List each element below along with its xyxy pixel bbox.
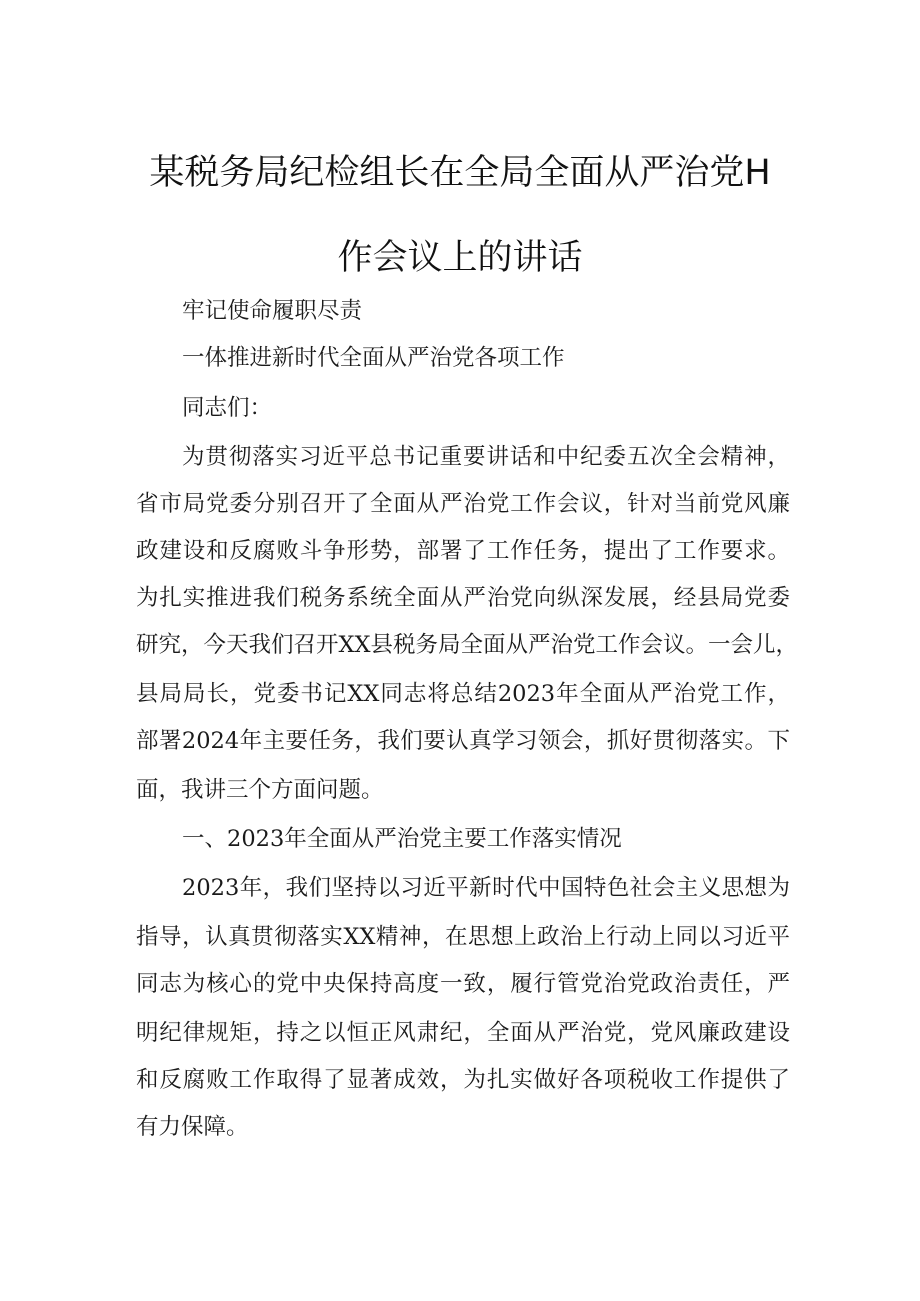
paragraph-line: 县局局长，党委书记XX同志将总结2023年全面从严治党工作， — [136, 681, 790, 707]
document-title-line-1: 某税务局纪检组长在全局全面从严治党H — [149, 153, 771, 193]
paragraph-line: 面，我讲三个方面问题。 — [136, 777, 384, 803]
document-title-line-2: 作会议上的讲话 — [337, 238, 583, 278]
paragraph-line: 2023年，我们坚持以习近平新时代中国特色社会主义思想为 — [182, 875, 790, 901]
paragraph-line: 有力保障。 — [136, 1114, 249, 1140]
paragraph-line: 政建设和反腐败斗争形势，部署了工作任务，提出了工作要求。 — [136, 538, 790, 564]
salutation: 同志们： — [182, 395, 273, 421]
paragraph-line: 研究，今天我们召开XX县税务局全面从严治党工作会议。一会儿， — [136, 632, 799, 658]
paragraph-line: 为贯彻落实习近平总书记重要讲话和中纪委五次全会精神， — [182, 444, 790, 470]
subtitle-1: 牢记使命履职尽责 — [182, 298, 363, 324]
paragraph-line: 为扎实推进我们税务系统全面从严治党向纵深发展，经县局党委 — [136, 585, 790, 611]
paragraph-line: 部署2024年主要任务，我们要认真学习领会，抓好贯彻落实。下 — [136, 728, 790, 754]
paragraph-line: 省市局党委分别召开了全面从严治党工作会议，针对当前党风廉 — [136, 491, 790, 517]
paragraph-line: 指导，认真贯彻落实XX精神，在思想上政治上行动上同以习近平 — [136, 924, 790, 950]
paragraph-line: 和反腐败工作取得了显著成效，为扎实做好各项税收工作提供了 — [136, 1067, 790, 1093]
subtitle-2: 一体推进新时代全面从严治党各项工作 — [182, 345, 565, 371]
paragraph-line: 明纪律规矩，持之以恒正风肃纪，全面从严治党，党风廉政建设 — [136, 1020, 790, 1046]
paragraph-line: 同志为核心的党中央保持高度一致，履行管党治党政治责任，严 — [136, 971, 790, 997]
section-heading: 一、2023年全面从严治党主要工作落实情况 — [182, 826, 622, 852]
